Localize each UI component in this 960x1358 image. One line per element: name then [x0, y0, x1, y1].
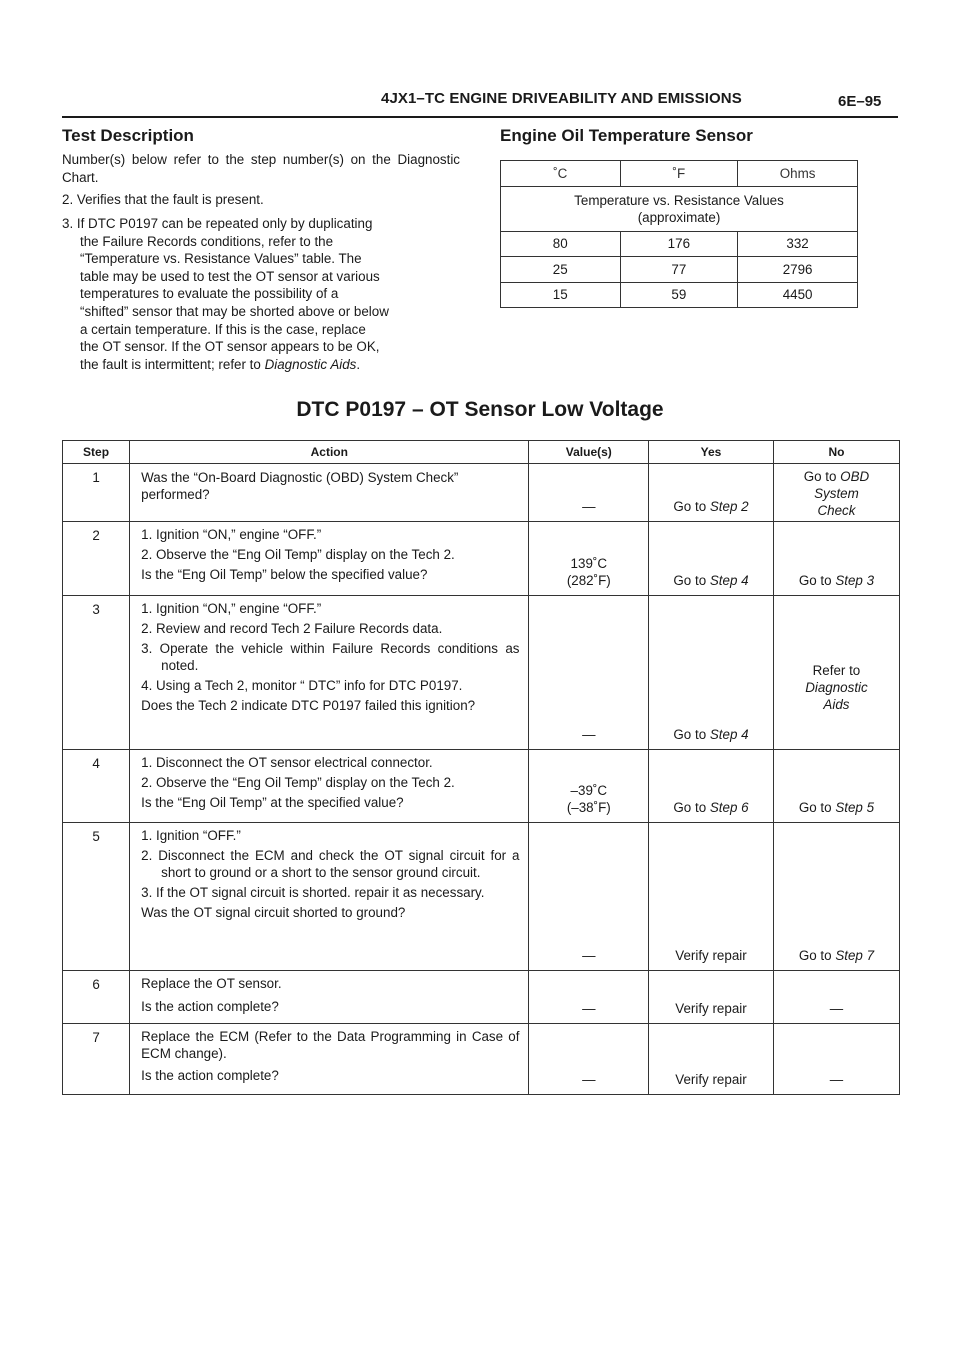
text-line: 3. If DTC P0197 can be repeated only by duplicating	[62, 216, 373, 231]
step-value: —	[529, 971, 649, 1024]
step-yes: Verify repair	[649, 1024, 774, 1095]
header-values: Value(s)	[529, 441, 649, 464]
step-no: Go to Step 7	[773, 823, 899, 971]
step-action: Replace the OT sensor. Is the action complete?	[130, 971, 529, 1024]
step-yes: Verify repair	[649, 971, 774, 1024]
step-value: —	[529, 596, 649, 750]
step-no: —	[773, 1024, 899, 1095]
table-row	[63, 464, 900, 522]
table-row	[501, 186, 858, 231]
text-line: the OT sensor. If the OT sensor appears to be OK,	[80, 339, 380, 355]
page-number: 6E–95	[838, 93, 882, 110]
table-cell: 2796	[738, 257, 858, 283]
table-row	[63, 971, 900, 1024]
dtc-table	[62, 440, 900, 1095]
step-yes: Go to Step 6	[649, 750, 774, 823]
step-no: Go to OBD System Check	[773, 464, 899, 522]
test-description-item-2: 2. Verifies that the fault is present.	[62, 192, 264, 207]
header-no: No	[773, 441, 899, 464]
table-header-row	[63, 441, 900, 464]
oil-temp-table	[500, 160, 858, 308]
step-value: –39˚C (–38˚F)	[529, 750, 649, 823]
table-cell: 4450	[738, 282, 858, 308]
table-cell: 15	[501, 282, 621, 308]
table-row	[63, 823, 900, 971]
table-caption: Temperature vs. Resistance Values (approximate)	[501, 186, 858, 231]
header-fahrenheit: ˚F	[620, 161, 738, 187]
text-line: the fault is intermittent; refer to Diagnostic Aids.	[80, 356, 361, 372]
table-row	[63, 522, 900, 596]
diagnostic-aids-ref: Diagnostic Aids	[264, 356, 357, 372]
oil-temp-title: Engine Oil Temperature Sensor	[500, 126, 753, 145]
step-number: 5	[63, 823, 130, 971]
step-no: Refer to Diagnostic Aids	[773, 596, 899, 750]
step-action: 1. Disconnect the OT sensor electrical connector. 2. Observe the “Eng Oil Temp” display on the Tech 2. Is the “Eng Oil Temp” at the specified value?	[130, 750, 529, 823]
table-cell: 176	[620, 231, 738, 257]
step-no: Go to Step 3	[773, 522, 899, 596]
step-action: Was the “On-Board Diagnostic (OBD) System Check” performed?	[130, 464, 529, 522]
step-value: 139˚C (282˚F)	[529, 522, 649, 596]
step-action: Replace the ECM (Refer to the Data Programming in Case of ECM change). Is the action complete?	[130, 1024, 529, 1095]
step-number: 7	[63, 1024, 130, 1095]
table-row	[501, 231, 858, 257]
step-value: —	[529, 823, 649, 971]
step-number: 4	[63, 750, 130, 823]
step-value: —	[529, 1024, 649, 1095]
header-action: Action	[130, 441, 529, 464]
table-row	[501, 161, 858, 187]
step-action: 1. Ignition “ON,” engine “OFF.” 2. Review and record Tech 2 Failure Records data. 3. Operate the vehicle within Failure Records conditions as noted. 4. Using a Tech 2, monitor “ DTC” info for DTC P0197. Does the Tech 2 indicate DTC P0197 failed this ignition?	[130, 596, 529, 750]
table-row	[63, 1024, 900, 1095]
table-cell: 59	[620, 282, 738, 308]
header-rule	[62, 116, 898, 118]
step-yes: Go to Step 4	[649, 522, 774, 596]
header-yes: Yes	[649, 441, 774, 464]
step-action: 1. Ignition “ON,” engine “OFF.” 2. Observe the “Eng Oil Temp” display on the Tech 2. Is the “Eng Oil Temp” below the specified value?	[130, 522, 529, 596]
step-number: 2	[63, 522, 130, 596]
text-line: “shifted” sensor that may be shorted above or below	[80, 303, 389, 319]
table-cell: 25	[501, 257, 621, 283]
step-value: —	[529, 464, 649, 522]
header-celsius: ˚C	[501, 161, 621, 187]
dtc-title: DTC P0197 – OT Sensor Low Voltage	[296, 398, 664, 421]
header-step: Step	[63, 441, 130, 464]
step-action: 1. Ignition “OFF.” 2. Disconnect the ECM and check the OT signal circuit for a short to ground or a short to the sensor ground circuit. 3. If the OT signal circuit is shorted. repair it as necessary. Was the OT signal circuit shorted to ground?	[130, 823, 529, 971]
table-cell: 80	[501, 231, 621, 257]
text-line: “Temperature vs. Resistance Values” table. The	[80, 251, 362, 267]
step-yes: Go to Step 2	[649, 464, 774, 522]
step-number: 3	[63, 596, 130, 750]
step-number: 1	[63, 464, 130, 522]
table-row	[501, 282, 858, 308]
text-line: temperatures to evaluate the possibility of a	[80, 286, 339, 302]
table-cell: 77	[620, 257, 738, 283]
table-row	[63, 596, 900, 750]
step-no: Go to Step 5	[773, 750, 899, 823]
table-row	[63, 750, 900, 823]
step-number: 6	[63, 971, 130, 1024]
step-yes: Verify repair	[649, 823, 774, 971]
test-description-intro: Number(s) below refer to the step number(s) on the Diagnostic Chart.	[62, 152, 460, 185]
text-line: a certain temperature. If this is the case, replace	[80, 321, 366, 337]
section-header: 4JX1–TC ENGINE DRIVEABILITY AND EMISSIONS	[381, 90, 742, 107]
table-row	[501, 257, 858, 283]
test-description-item-3	[62, 215, 460, 373]
table-cell: 332	[738, 231, 858, 257]
text-line: table may be used to test the OT sensor at various	[80, 268, 380, 284]
test-description-title: Test Description	[62, 126, 194, 145]
text-line: the Failure Records conditions, refer to the	[80, 233, 334, 249]
step-yes: Go to Step 4	[649, 596, 774, 750]
step-no: —	[773, 971, 899, 1024]
header-ohms: Ohms	[738, 161, 858, 187]
